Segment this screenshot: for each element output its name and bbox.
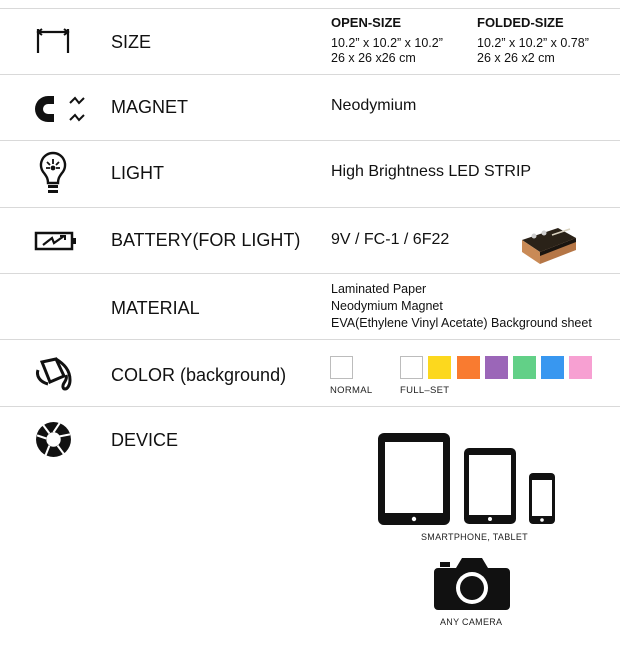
ruler-icon <box>36 27 70 55</box>
normal-caption: NORMAL <box>330 385 373 396</box>
material-line-2: Neodymium Magnet <box>331 299 443 313</box>
swatch-normal[interactable] <box>330 356 353 379</box>
camera-icon <box>434 556 510 610</box>
material-line-3: EVA(Ethylene Vinyl Acetate) Background sheet <box>331 316 592 330</box>
battery-row <box>0 207 620 274</box>
devices-caption: SMARTPHONE, TABLET <box>421 532 528 542</box>
battery-photo <box>518 220 580 266</box>
magnet-row <box>0 74 620 141</box>
swatch-fullset-6[interactable] <box>541 356 564 379</box>
battery-label: BATTERY(FOR LIGHT) <box>111 230 301 250</box>
material-line-1: Laminated Paper <box>331 282 427 296</box>
magnet-value: Neodymium <box>331 97 417 114</box>
size-label: SIZE <box>111 32 152 52</box>
folded-size-cm: 26 x 26 x2 cm <box>477 51 555 65</box>
battery-value: 9V / FC-1 / 6F22 <box>331 231 450 248</box>
swatch-fullset-5[interactable] <box>513 356 536 379</box>
tablet-small-icon <box>464 448 516 524</box>
swatch-fullset-2[interactable] <box>428 356 451 379</box>
open-size-cm: 26 x 26 x26 cm <box>331 51 416 65</box>
swatch-fullset-4[interactable] <box>485 356 508 379</box>
magnet-label: MAGNET <box>111 97 189 117</box>
battery-icon <box>34 230 78 252</box>
folded-size-header: FOLDED-SIZE <box>477 15 564 30</box>
swatch-fullset-1[interactable] <box>400 356 423 379</box>
tablet-large-icon <box>378 433 450 525</box>
swatch-fullset-7[interactable] <box>569 356 592 379</box>
paint-bucket-icon <box>34 356 74 392</box>
swatch-fullset-3[interactable] <box>457 356 480 379</box>
light-value: High Brightness LED STRIP <box>331 163 532 180</box>
open-size-header: OPEN-SIZE <box>331 15 402 30</box>
folded-size-inches: 10.2” x 10.2” x 0.78” <box>477 36 589 50</box>
light-label: LIGHT <box>111 163 165 183</box>
open-size-inches: 10.2” x 10.2” x 10.2” <box>331 36 443 50</box>
smartphone-icon <box>529 473 555 524</box>
fullset-caption: FULL–SET <box>400 385 450 396</box>
device-label: DEVICE <box>111 430 179 450</box>
camera-caption: ANY CAMERA <box>440 617 503 627</box>
aperture-icon <box>35 421 72 458</box>
material-label: MATERIAL <box>111 298 200 318</box>
color-label: COLOR (background) <box>111 365 287 385</box>
lightbulb-icon <box>38 151 68 197</box>
device-row <box>0 406 620 651</box>
magnet-icon <box>34 93 88 125</box>
